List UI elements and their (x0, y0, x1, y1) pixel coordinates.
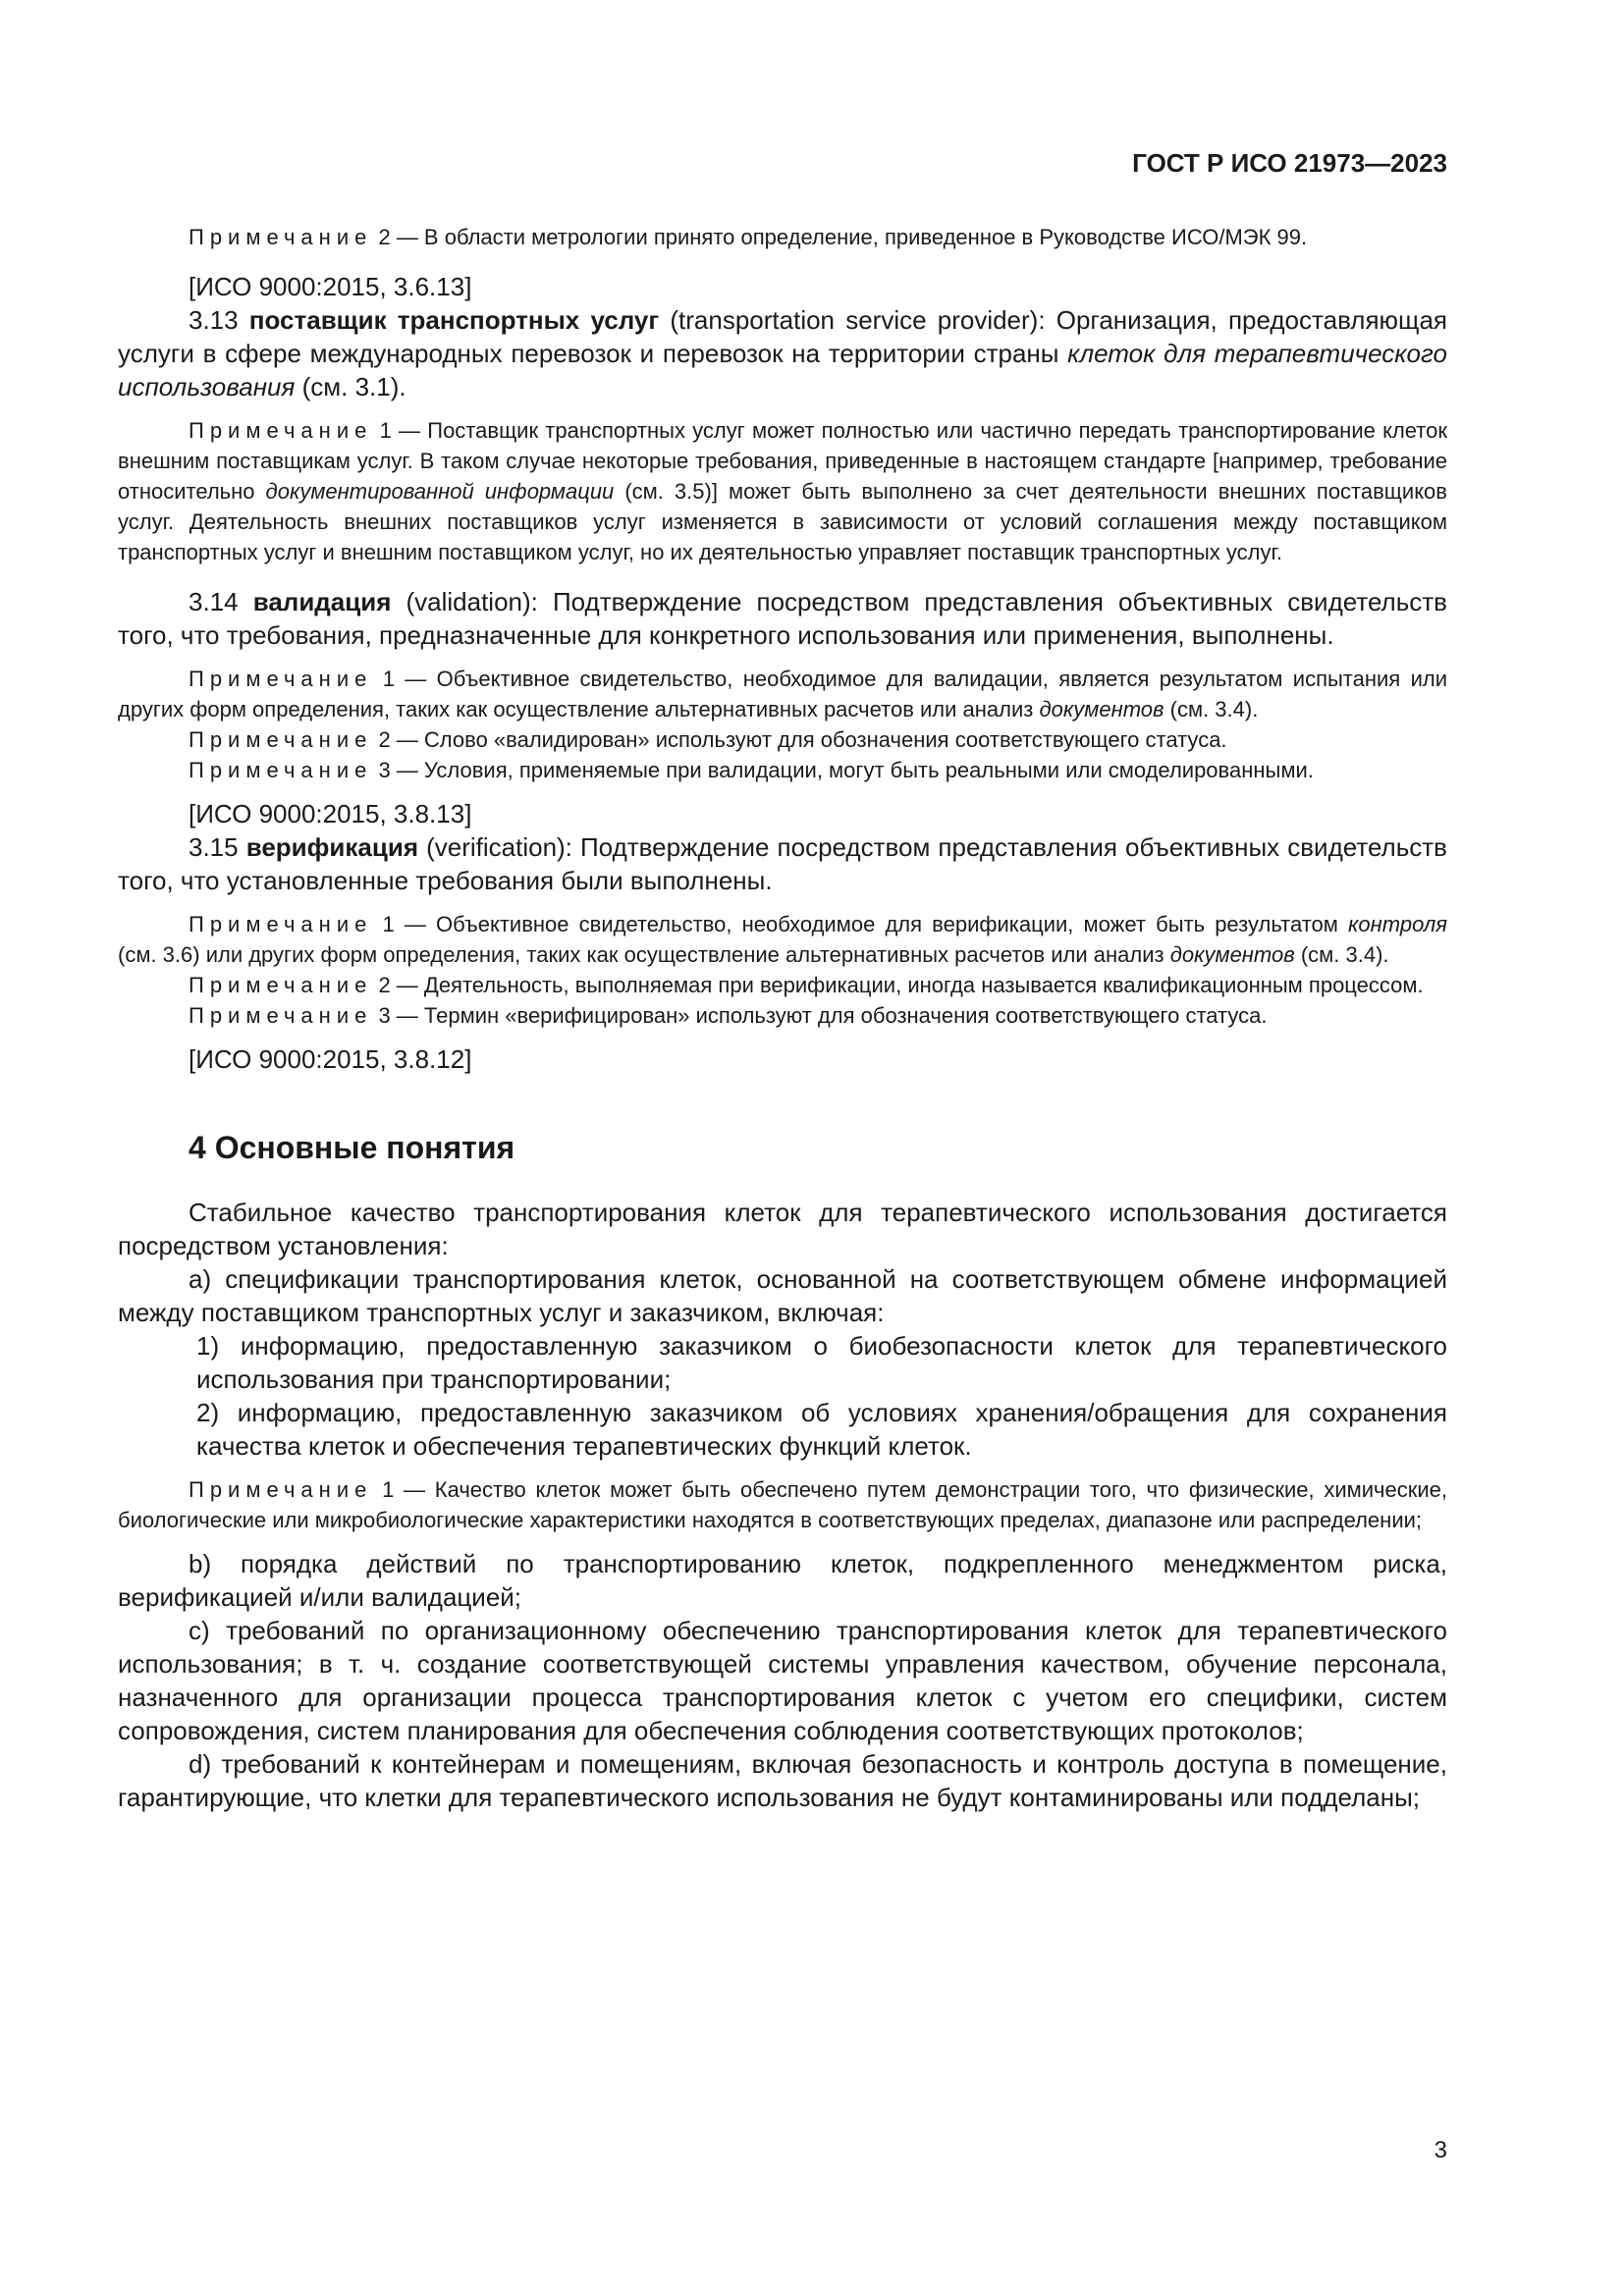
reference-3-15: [ИСО 9000:2015, 3.8.12] (189, 1044, 472, 1074)
note-metrology: Примечание 2 — В области метрологии принято определение, приведенное в Руководстве ИСО/МЭК 99. (189, 225, 1308, 249)
note-3-13-1: Примечание 1 — Поставщик транспортных услуг может полностью или частично передать транспортирование клеток внешним поставщикам услуг. В таком случае некоторые требования, приведенные в настоящем стандарте [например, требование относительно документированной информации (см. 3.5)] может быть выполнено за счет деятельности внешних поставщиков услуг. Деятельность внешних поставщиков услуг изменяется в зависимости от условий соглашения между поставщиком транспортных услуг и внешним поставщиком услуг, но их деятельностью управляет поставщик транспортных услуг. (118, 418, 1447, 564)
list-item-b: b) порядка действий по транспортированию клеток, подкрепленного менеджментом риска, верификацией и/или валидацией; (118, 1549, 1447, 1612)
note-label: Примечание (189, 1003, 373, 1028)
list-item-a: a) спецификации транспортирования клеток, основанной на соответствующем обмене информацией между поставщиком транспортных услуг и заказчиком, включая: (118, 1264, 1447, 1327)
document-header: ГОСТ Р ИСО 21973—2023 (1132, 148, 1447, 178)
list-item-c: c) требований по организационному обеспечению транспортирования клеток для терапевтического использования; в т. ч. создание соответствующей системы управления качеством, обучение персонала, назначенного для организации процесса транспортирования клеток с учетом его специфики, систем сопровождения, систем планирования для обеспечения соблюдения соответствующих протоколов; (118, 1616, 1447, 1745)
list-item-a-2: 2) информацию, предоставленную заказчиком об условиях хранения/обращения для сохранения качества клеток и обеспечения терапевтических функций клеток. (196, 1398, 1447, 1461)
note-label: Примечание (189, 1477, 373, 1502)
note-label: Примечание (189, 758, 373, 782)
note-3-15-2: Примечание 2 — Деятельность, выполняемая при верификации, иногда называется квалификационным процессом. (189, 973, 1424, 997)
note-label: Примечание (189, 225, 373, 249)
term-3-15: 3.15 верификация (verification): Подтверждение посредством представления объективных свидетельств того, что установленные требования были выполнены. (118, 832, 1447, 895)
note-3-15-3: Примечание 3 — Термин «верифицирован» используют для обозначения соответствующего статуса. (189, 1003, 1268, 1028)
list-item-a-1: 1) информацию, предоставленную заказчиком о биобезопасности клеток для терапевтического использования при транспортировании; (196, 1331, 1447, 1394)
term-title: валидация (252, 587, 392, 616)
section-4-intro: Стабильное качество транспортирования клеток для терапевтического использования достигается посредством установления: (118, 1198, 1447, 1260)
note-label: Примечание (189, 418, 373, 443)
note-3-15-1: Примечание 1 — Объективное свидетельство, необходимое для верификации, может быть результатом контроля (см. 3.6) или других форм определения, таких как осуществление альтернативных расчетов или анализ документов (см. 3.4). (118, 912, 1447, 967)
list-item-d: d) требований к контейнерам и помещениям, включая безопасность и контроль доступа в помещение, гарантирующие, что клетки для терапевтического использования не будут контаминированы или подделаны; (118, 1749, 1447, 1812)
section-4-heading: 4 Основные понятия (189, 1130, 515, 1165)
note-3-14-2: Примечание 2 — Слово «валидирован» используют для обозначения соответствующего статуса. (189, 727, 1227, 752)
note-label: Примечание (189, 973, 373, 997)
note-3-14-1: Примечание 1 — Объективное свидетельство, необходимое для валидации, является результатом испытания или других форм определения, таких как осуществление альтернативных расчетов или анализ документов (см. 3.4). (118, 667, 1447, 721)
note-3-14-3: Примечание 3 — Условия, применяемые при валидации, могут быть реальными или смоделированными. (189, 758, 1314, 782)
term-3-14: 3.14 валидация (validation): Подтверждение посредством представления объективных свидетельств того, что требования, предназначенные для конкретного использования или применения, выполнены. (118, 587, 1447, 650)
note-label: Примечание (189, 727, 373, 752)
note-label: Примечание (189, 912, 373, 936)
page-number: 3 (1434, 2137, 1447, 2163)
document-body (118, 222, 1447, 1814)
note-4-1: Примечание 1 — Качество клеток может быть обеспечено путем демонстрации того, что физические, химические, биологические или микробиологические характеристики находятся в соответствующих пределах, диапазоне или распределении; (118, 1477, 1447, 1532)
reference-3-13: [ИСО 9000:2015, 3.6.13] (189, 272, 472, 301)
reference-3-14: [ИСО 9000:2015, 3.8.13] (189, 799, 472, 828)
note-label: Примечание (189, 667, 373, 691)
term-title: поставщик транспортных услуг (248, 305, 660, 335)
term-3-13: 3.13 поставщик транспортных услуг (transportation service provider): Организация, предоставляющая услуги в сфере международных перевозок и перевозок на территории страны клеток для терапевтического использования (см. 3.1). (118, 305, 1447, 401)
term-title: верификация (245, 832, 419, 862)
